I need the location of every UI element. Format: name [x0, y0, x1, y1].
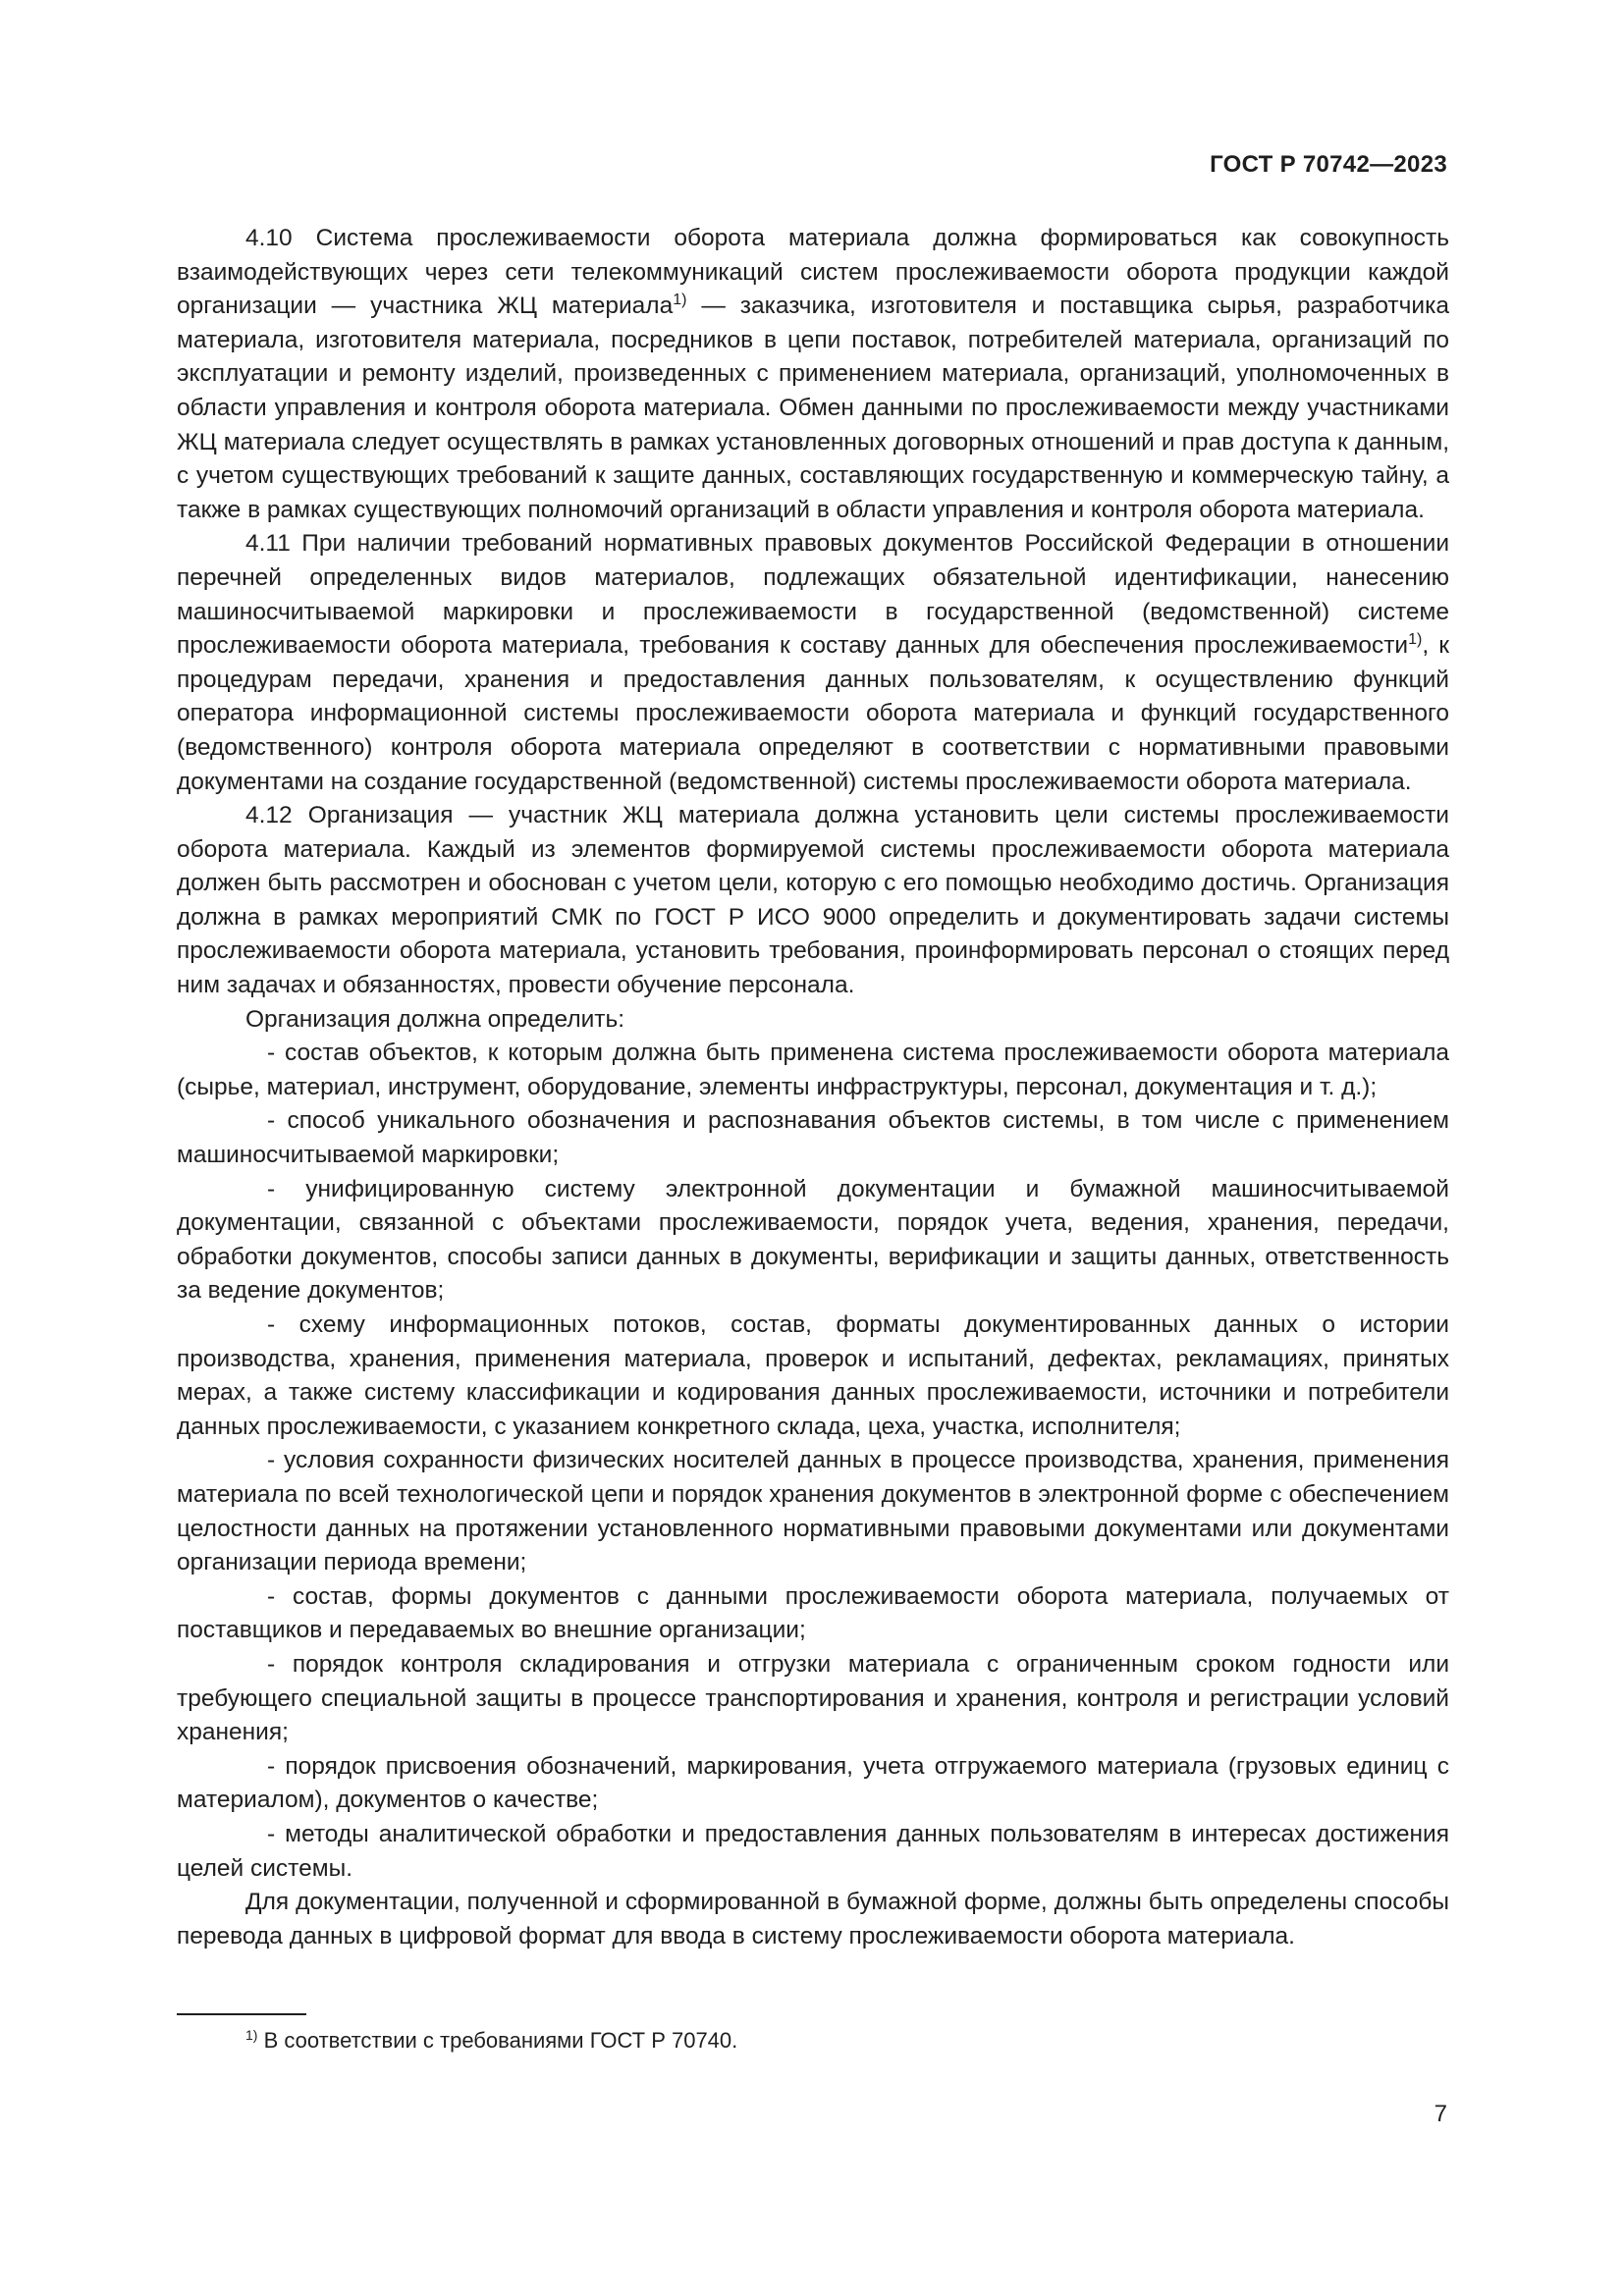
page-number: 7 [1434, 2101, 1447, 2127]
list-item: - унифицированную систему электронной документации и бумажной машиносчитываемой документации, связанной с объектами прослеживаемости, порядок учета, ведения, хранения, передачи, обработки документов, способы записи данных в документы, верификации и защиты данных, ответственность за ведение документов; [177, 1175, 1449, 1305]
paragraph-4-11-text-b: , к процедурам передачи, хранения и предоставления данных пользователям, к осуществлению функций оператора информационной системы прослеживаемости оборота материала и функций государственного (ведомственного) контроля оборота материала определяют в соответствии с нормативными правовыми документами на создание государственной (ведомственной) системы прослеживаемости оборота материала. [177, 632, 1449, 795]
document-code-header: ГОСТ Р 70742—2023 [1210, 151, 1447, 178]
list-item: - состав, формы документов с данными прослеживаемости оборота материала, получаемых от поставщиков и передаваемых во внешние организации; [177, 1582, 1449, 1644]
paragraph-4-11 [177, 527, 1449, 799]
list-intro: Организация должна определить: [245, 1005, 625, 1033]
footnote-marker: 1) [245, 2027, 258, 2043]
list-item: - условия сохранности физических носителей данных в процессе производства, хранения, применения материала по всей технологической цепи и порядок хранения документов в электронной форме с обеспечением целостности данных на протяжении установленного нормативными правовыми документами или документами организации периода времени; [177, 1447, 1449, 1576]
paragraph-4-10-text-a: 4.10 Система прослеживаемости оборота материала должна формироваться как совокупность взаимодействующих через сети телекоммуникаций систем прослеживаемости оборота продукции каждой организации — участника ЖЦ материала [177, 225, 1449, 320]
body-text [177, 222, 1449, 1953]
paragraph-4-12: 4.12 Организация — участник ЖЦ материала должна установить цели системы прослеживаемости оборота материала. Каждый из элементов формируемой системы прослеживаемости оборота материала должен быть рассмотрен и обоснован с учетом цели, которую с его помощью необходимо достичь. Организация должна в рамках мероприятий СМК по ГОСТ Р ИСО 9000 определить и документировать задачи системы прослеживаемости оборота материала, установить требования, проинформировать персонал о стоящих перед ним задачах и обязанностях, провести обучение персонала. [177, 802, 1449, 999]
list-item: - состав объектов, к которым должна быть применена система прослеживаемости оборота материала (сырье, материал, инструмент, оборудование, элементы инфраструктуры, персонал, документация и т. д.); [177, 1040, 1449, 1100]
footnote [177, 2026, 1449, 2056]
footnote-text: В соответствии с требованиями ГОСТ Р 70740. [257, 2028, 738, 2053]
footnote-divider [177, 2013, 306, 2015]
paragraph-4-10-text-b: — заказчика, изготовителя и поставщика сырья, разработчика материала, изготовителя материала, посредников в цепи поставок, потребителей материала, организаций по эксплуатации и ремонту изделий, произведенных с применением материала, организаций, уполномоченных в области управления и контроля оборота материала. Обмен данными по прослеживаемости между участниками ЖЦ материала следует осуществлять в рамках установленных договорных отношений и прав доступа к данным, с учетом существующих требований к защите данных, составляющих государственную и коммерческую тайну, а также в рамках существующих полномочий организаций в области управления и контроля оборота материала. [177, 293, 1449, 523]
list-item: - порядок контроля складирования и отгрузки материала с ограниченным сроком годности или требующего специальной защиты в процессе транспортирования и хранения, контроля и регистрации условий хранения; [177, 1650, 1449, 1746]
footnote-ref: 1) [673, 292, 687, 309]
paragraph-4-10 [177, 222, 1449, 527]
list-item: - способ уникального обозначения и распознавания объектов системы, в том числе с применением машиносчитываемой маркировки; [177, 1107, 1449, 1169]
footnote-ref: 1) [1408, 631, 1423, 649]
closing-paragraph: Для документации, полученной и сформированной в бумажной форме, должны быть определены способы перевода данных в цифровой формат для ввода в систему прослеживаемости оборота материала. [177, 1889, 1449, 1949]
list-item: - методы аналитической обработки и предоставления данных пользователям в интересах достижения целей системы. [177, 1820, 1449, 1882]
list-item: - порядок присвоения обозначений, маркирования, учета отгружаемого материала (грузовых единиц с материалом), документов о качестве; [177, 1752, 1449, 1814]
paragraph-4-11-text-a: 4.11 При наличии требований нормативных правовых документов Российской Федерации в отношении перечней определенных видов материалов, подлежащих обязательной идентификации, нанесению машиносчитываемой маркировки и прослеживаемости в государственной (ведомственной) системе прослеживаемости оборота материала, требования к составу данных для обеспечения прослеживаемости [177, 530, 1449, 660]
list-item: - схему информационных потоков, состав, форматы документированных данных о истории производства, хранения, применения материала, проверок и испытаний, дефектах, рекламациях, принятых мерах, а также систему классификации и кодирования данных прослеживаемости, источники и потребители данных прослеживаемости, с указанием конкретного склада, цеха, участка, исполнителя; [177, 1311, 1449, 1440]
